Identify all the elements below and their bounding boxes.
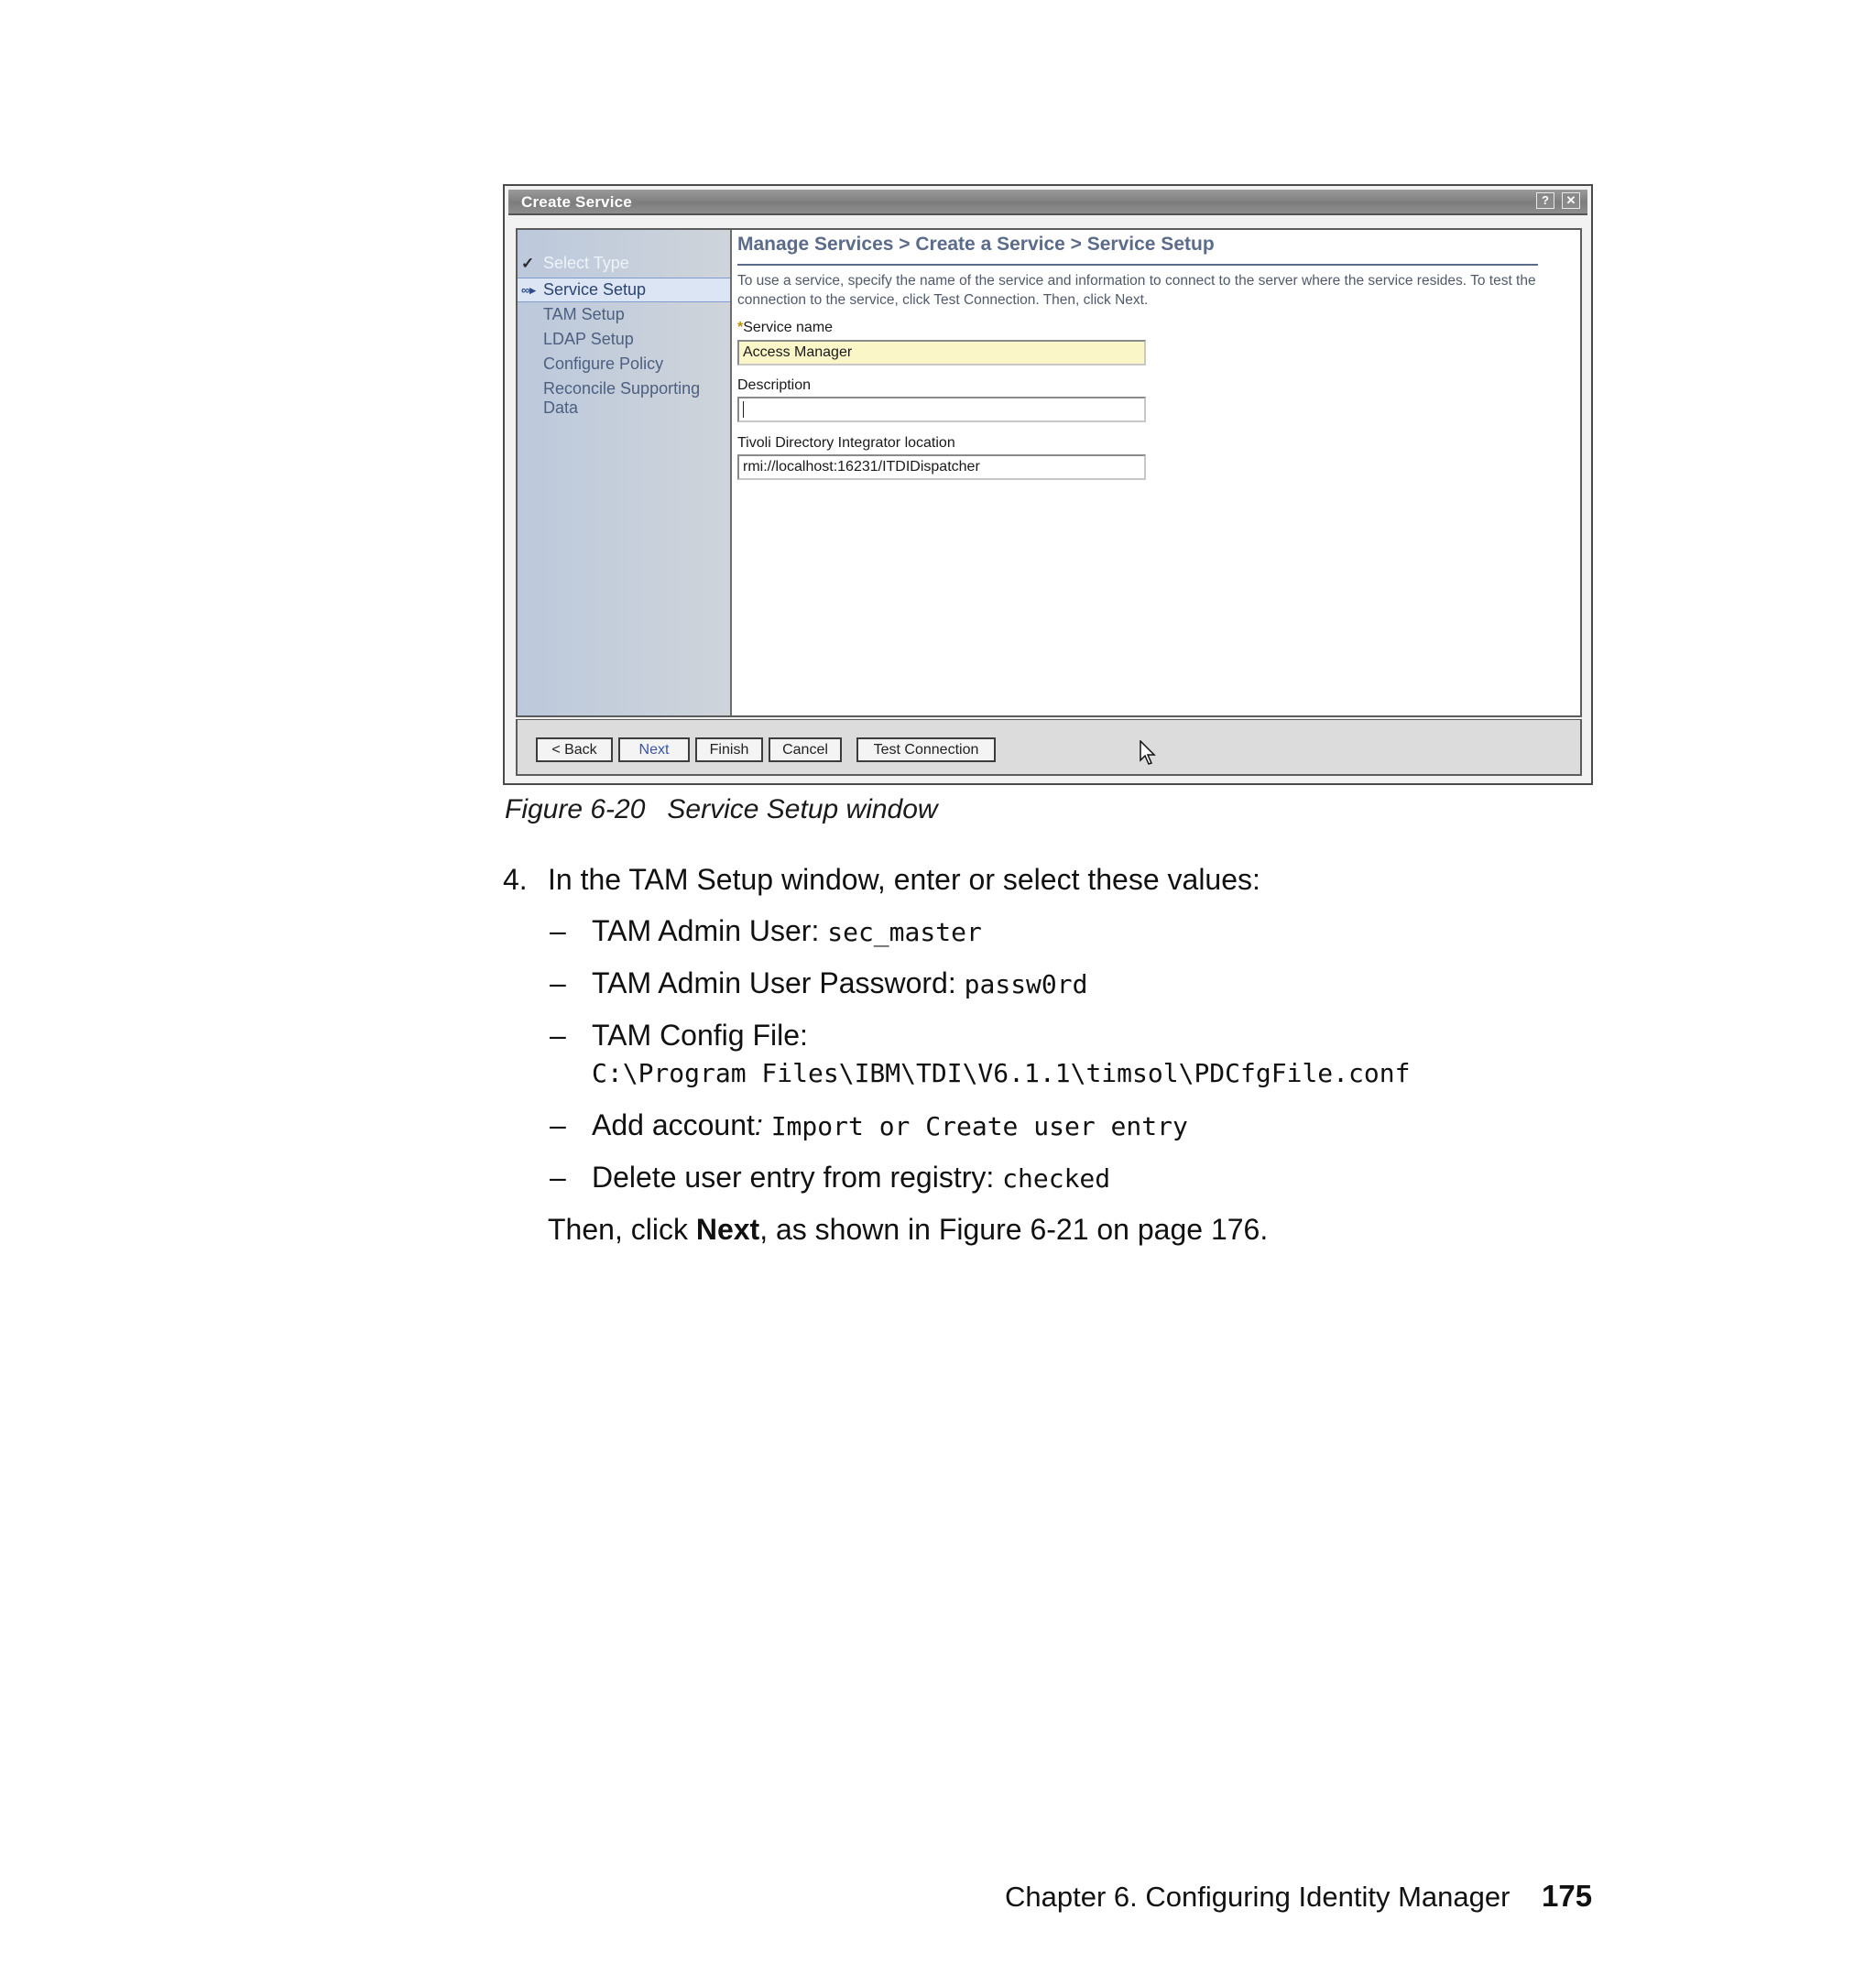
- description-label: Description: [737, 377, 812, 393]
- tdi-location-input[interactable]: rmi://localhost:16231/ITDIDispatcher: [737, 454, 1146, 480]
- then-click-sentence: Then, click Next, as shown in Figure 6-21 on page 176.: [548, 1213, 1269, 1246]
- current-step-arrow-icon: ∞▸: [521, 283, 536, 297]
- figure-caption: [505, 794, 938, 825]
- delete-entry-value: checked: [1002, 1163, 1111, 1194]
- wizard-panel: [516, 228, 1582, 717]
- sidebar-item-label: Select Type: [543, 254, 629, 272]
- sidebar-item-label: Data: [543, 398, 579, 417]
- sidebar-item-service-setup[interactable]: [518, 278, 730, 302]
- checkmark-icon: ✓: [521, 255, 535, 272]
- finish-button[interactable]: Finish: [695, 737, 763, 762]
- admin-password-label: TAM Admin User Password:: [592, 966, 956, 999]
- window-title: Create Service: [521, 193, 632, 211]
- sidebar-item-label: Service Setup: [543, 280, 647, 299]
- sidebar-item-label: Reconcile Supporting: [543, 379, 701, 398]
- description-input[interactable]: [737, 397, 1146, 422]
- next-emphasis: Next: [695, 1213, 760, 1246]
- breadcrumb-divider: [737, 264, 1538, 266]
- help-icon[interactable]: ?: [1536, 192, 1554, 209]
- service-name-input[interactable]: Access Manager: [737, 340, 1146, 366]
- step-intro: In the TAM Setup window, enter or select these values:: [548, 863, 1260, 896]
- sidebar-item-label: LDAP Setup: [543, 330, 634, 348]
- list-item: – TAM Admin User: sec_master: [550, 914, 982, 947]
- wizard-steps-sidebar: [518, 230, 732, 715]
- sidebar-item-tam-setup[interactable]: [518, 305, 730, 324]
- cancel-button[interactable]: Cancel: [769, 737, 842, 762]
- config-file-value: C:\Program Files\IBM\TDI\V6.1.1\timsol\PDCfgFile.conf: [592, 1058, 1411, 1088]
- admin-user-label: TAM Admin User:: [592, 914, 820, 947]
- list-item: – TAM Config File:: [550, 1019, 808, 1052]
- sidebar-item-configure-policy[interactable]: [518, 355, 730, 374]
- close-icon[interactable]: ✕: [1562, 192, 1580, 209]
- list-item: – Add account: Import or Create user entry: [550, 1108, 1188, 1141]
- mouse-pointer-icon: [1140, 740, 1156, 766]
- sidebar-item-reconcile[interactable]: [518, 379, 730, 418]
- page-number: 175: [1542, 1879, 1593, 1913]
- test-connection-button[interactable]: Test Connection: [856, 737, 996, 762]
- wizard-button-bar: [516, 719, 1582, 776]
- step-number: 4.: [503, 863, 528, 896]
- add-account-label: Add account: [592, 1108, 755, 1141]
- footer-chapter-title: Chapter 6. Configuring Identity Manager: [1005, 1881, 1511, 1913]
- next-button[interactable]: Next: [618, 737, 690, 762]
- add-account-value: Import or Create user entry: [770, 1111, 1188, 1141]
- sidebar-item-label: TAM Setup: [543, 305, 625, 323]
- tdi-location-label: Tivoli Directory Integrator location: [737, 435, 955, 451]
- required-icon: *: [737, 320, 744, 335]
- window-titlebar: [508, 190, 1587, 215]
- list-item: – TAM Admin User Password: passw0rd: [550, 966, 1088, 999]
- list-item: – Delete user entry from registry: checked: [550, 1161, 1111, 1194]
- service-name-label: *Service name: [737, 320, 834, 335]
- breadcrumb: Manage Services > Create a Service > Service Setup: [737, 234, 1215, 255]
- config-file-label: TAM Config File:: [592, 1019, 808, 1052]
- sidebar-item-ldap-setup[interactable]: [518, 330, 730, 349]
- sidebar-item-label: Configure Policy: [543, 355, 664, 373]
- figure-number: Figure 6-20: [505, 794, 646, 824]
- create-service-window: [503, 184, 1593, 785]
- text-cursor: [743, 401, 744, 418]
- service-setup-content: [732, 230, 1580, 715]
- figure-title: Service Setup window: [667, 794, 938, 824]
- sidebar-item-select-type[interactable]: [518, 254, 730, 273]
- admin-user-value: sec_master: [827, 917, 982, 947]
- instructions-text: To use a service, specify the name of the service and information to connect to the server where the service resides. To test the connection to the service, click Test Connection. Then, click Next.: [737, 273, 1536, 308]
- admin-password-value: passw0rd: [964, 969, 1088, 999]
- step-4: [503, 863, 1260, 897]
- delete-entry-label: Delete user entry from registry:: [592, 1161, 995, 1194]
- back-button[interactable]: < Back: [536, 737, 613, 762]
